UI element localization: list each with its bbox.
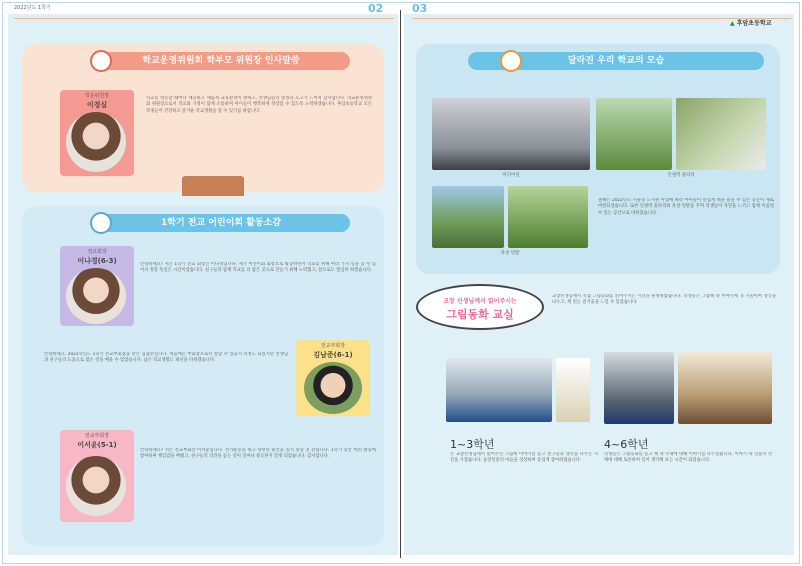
president-name: 이나경(6-3) [77,257,117,265]
page-spine [400,10,401,558]
fence-caption: 인권벽 울타리 [667,173,695,178]
section1-title: 학교운영위원회 학부모 위원장 인사말씀 [92,52,350,70]
grade-high-heading: 4~6학년 [604,438,649,451]
president-text: 안녕하세요? 저는 1학기 전교 회장인 이나경입니다. 제가 어린이회 회장으로 활동하면서 학교를 위해 여러 가지 일을 할 수 있어서 정말 뜻깊은 시간이었습니다. 친구들과 함께 학교를 더 좋은 곳으로 만들기 위해 노력했고, 앞으로도 열심히 하겠습니다. [140,262,376,274]
page-number-left: 02 [368,2,384,15]
rooftop-photo-2 [508,186,588,248]
fence-photo-1 [596,98,672,170]
classroom-photo-2 [556,358,590,422]
grade-low-text: 은 교장선생님께서 읽어주신 그림책 이야기를 듣고 친구들과 생각을 나누는 시간을 가졌습니다. 등장인물의 마음을 상상하며 즐겁게 참여하였습니다. [450,452,598,464]
classroom-photo-1 [446,358,552,422]
president-photo [66,268,126,324]
president-role: 전교회장 [87,249,107,255]
vice2-name: 이서윤(5-1) [77,441,117,449]
rooftop-photo-1 [432,186,504,248]
section3-body: 올해는 2022년도 서울형 도서관 사업에 따라 아이들이 즐겁게 책을 읽을 수 있는 공간이 새로 마련되었습니다. 또한 인권벽 울타리와 옥상 텃밭을 꾸며 학생들이 자연을 느끼고 함께 어울릴 수 있는 공간으로 바뀌었습니다. [598,198,774,216]
header-left-label: 2022년도 1학기 [14,5,51,11]
media-room-caption: 미디어실 [502,173,520,178]
person-icon [90,50,112,72]
school-building-icon [182,176,244,196]
storybook-intro: 교장선생님께서 직접 그림동화를 읽어주시는 시간을 운영하였습니다. 학생들은 그림책 속 이야기에 귀 기울이며 생각을 나누고, 책 읽는 즐거움을 느낄 수 있었습니다. [552,294,776,306]
rooftop-caption: 옥상 텃밭 [500,251,520,256]
vice1-name: 김남준(6-1) [313,351,353,359]
classroom-photo-3 [604,352,674,424]
vice2-text: 안녕하세요? 저는 전교부회장 이서윤입니다. 선거운동을 하고 당선된 순간을 잊지 못할 것 같습니다. 1학기 동안 여러 활동에 참여하며 책임감을 배웠고, 친구들의 의견을 듣는 것이 얼마나 중요한지 알게 되었습니다. 감사합니다. [140,448,376,460]
storybook-title-bubble [416,284,544,330]
media-room-photo [432,98,590,170]
fence-photo-2 [676,98,766,170]
vice2-role: 전교부회장 [84,433,110,439]
grade-high-text: 학생들은 그림동화를 듣고 책 속 주제에 대해 이야기를 나누었습니다. 이야기 속 인물의 선택에 대해 토론하며 깊이 생각해 보는 시간이 되었습니다. [604,452,772,464]
bubble-line1: 교장 선생님께서 읽어주시는 [443,298,517,305]
page-number-right: 03 [412,2,428,15]
vice2-photo [66,456,126,516]
logo-icon: ▲ [730,20,735,27]
section2-title: 1학기 전교 어린이회 활동소감 [92,214,350,232]
grade-low-heading: 1~3학년 [450,438,495,451]
chair-photo [66,112,126,172]
chair-role: 학운위원장 [84,93,110,99]
vice1-text: 안녕하세요. 2022학년도 1학기 전교부회장을 맡은 김남준입니다. 처음에는 부회장으로서 잘할 수 있을지 걱정도 되었지만 선생님과 친구들의 도움으로 많은 것을 배울 수 있었습니다. 남은 학교생활도 최선을 다하겠습니다. [44,352,288,364]
chair-name: 이경심 [86,101,108,109]
vice1-photo [304,362,362,414]
school-icon [500,50,522,72]
bubble-line2: 그림동화 교실 [446,308,514,321]
vice1-role: 전교부회장 [320,343,346,349]
school-name: 후암초등학교 [736,20,772,27]
section3-title: 달라진 우리 학교의 모습 [468,52,764,70]
school-logo [730,18,772,27]
section1-body: 학교를 방문할 때마다 깨끗하고 새롭게 교육환경이 변하고, 선생님들의 열정과 노고가 느껴져 감사합니다. 학교운영위원회 위원장으로서 학교와 가정이 함께 소통하며 아이들이 행복하게 성장할 수 있도록 노력하겠습니다. 후암초등학교 모든 학생들이 건강하고 즐거운 학교생활을 할 수 있기를 바랍니다. [146,96,372,114]
classroom-photo-4 [678,352,772,424]
header-rule-left [14,18,394,19]
student-icon [90,212,112,234]
